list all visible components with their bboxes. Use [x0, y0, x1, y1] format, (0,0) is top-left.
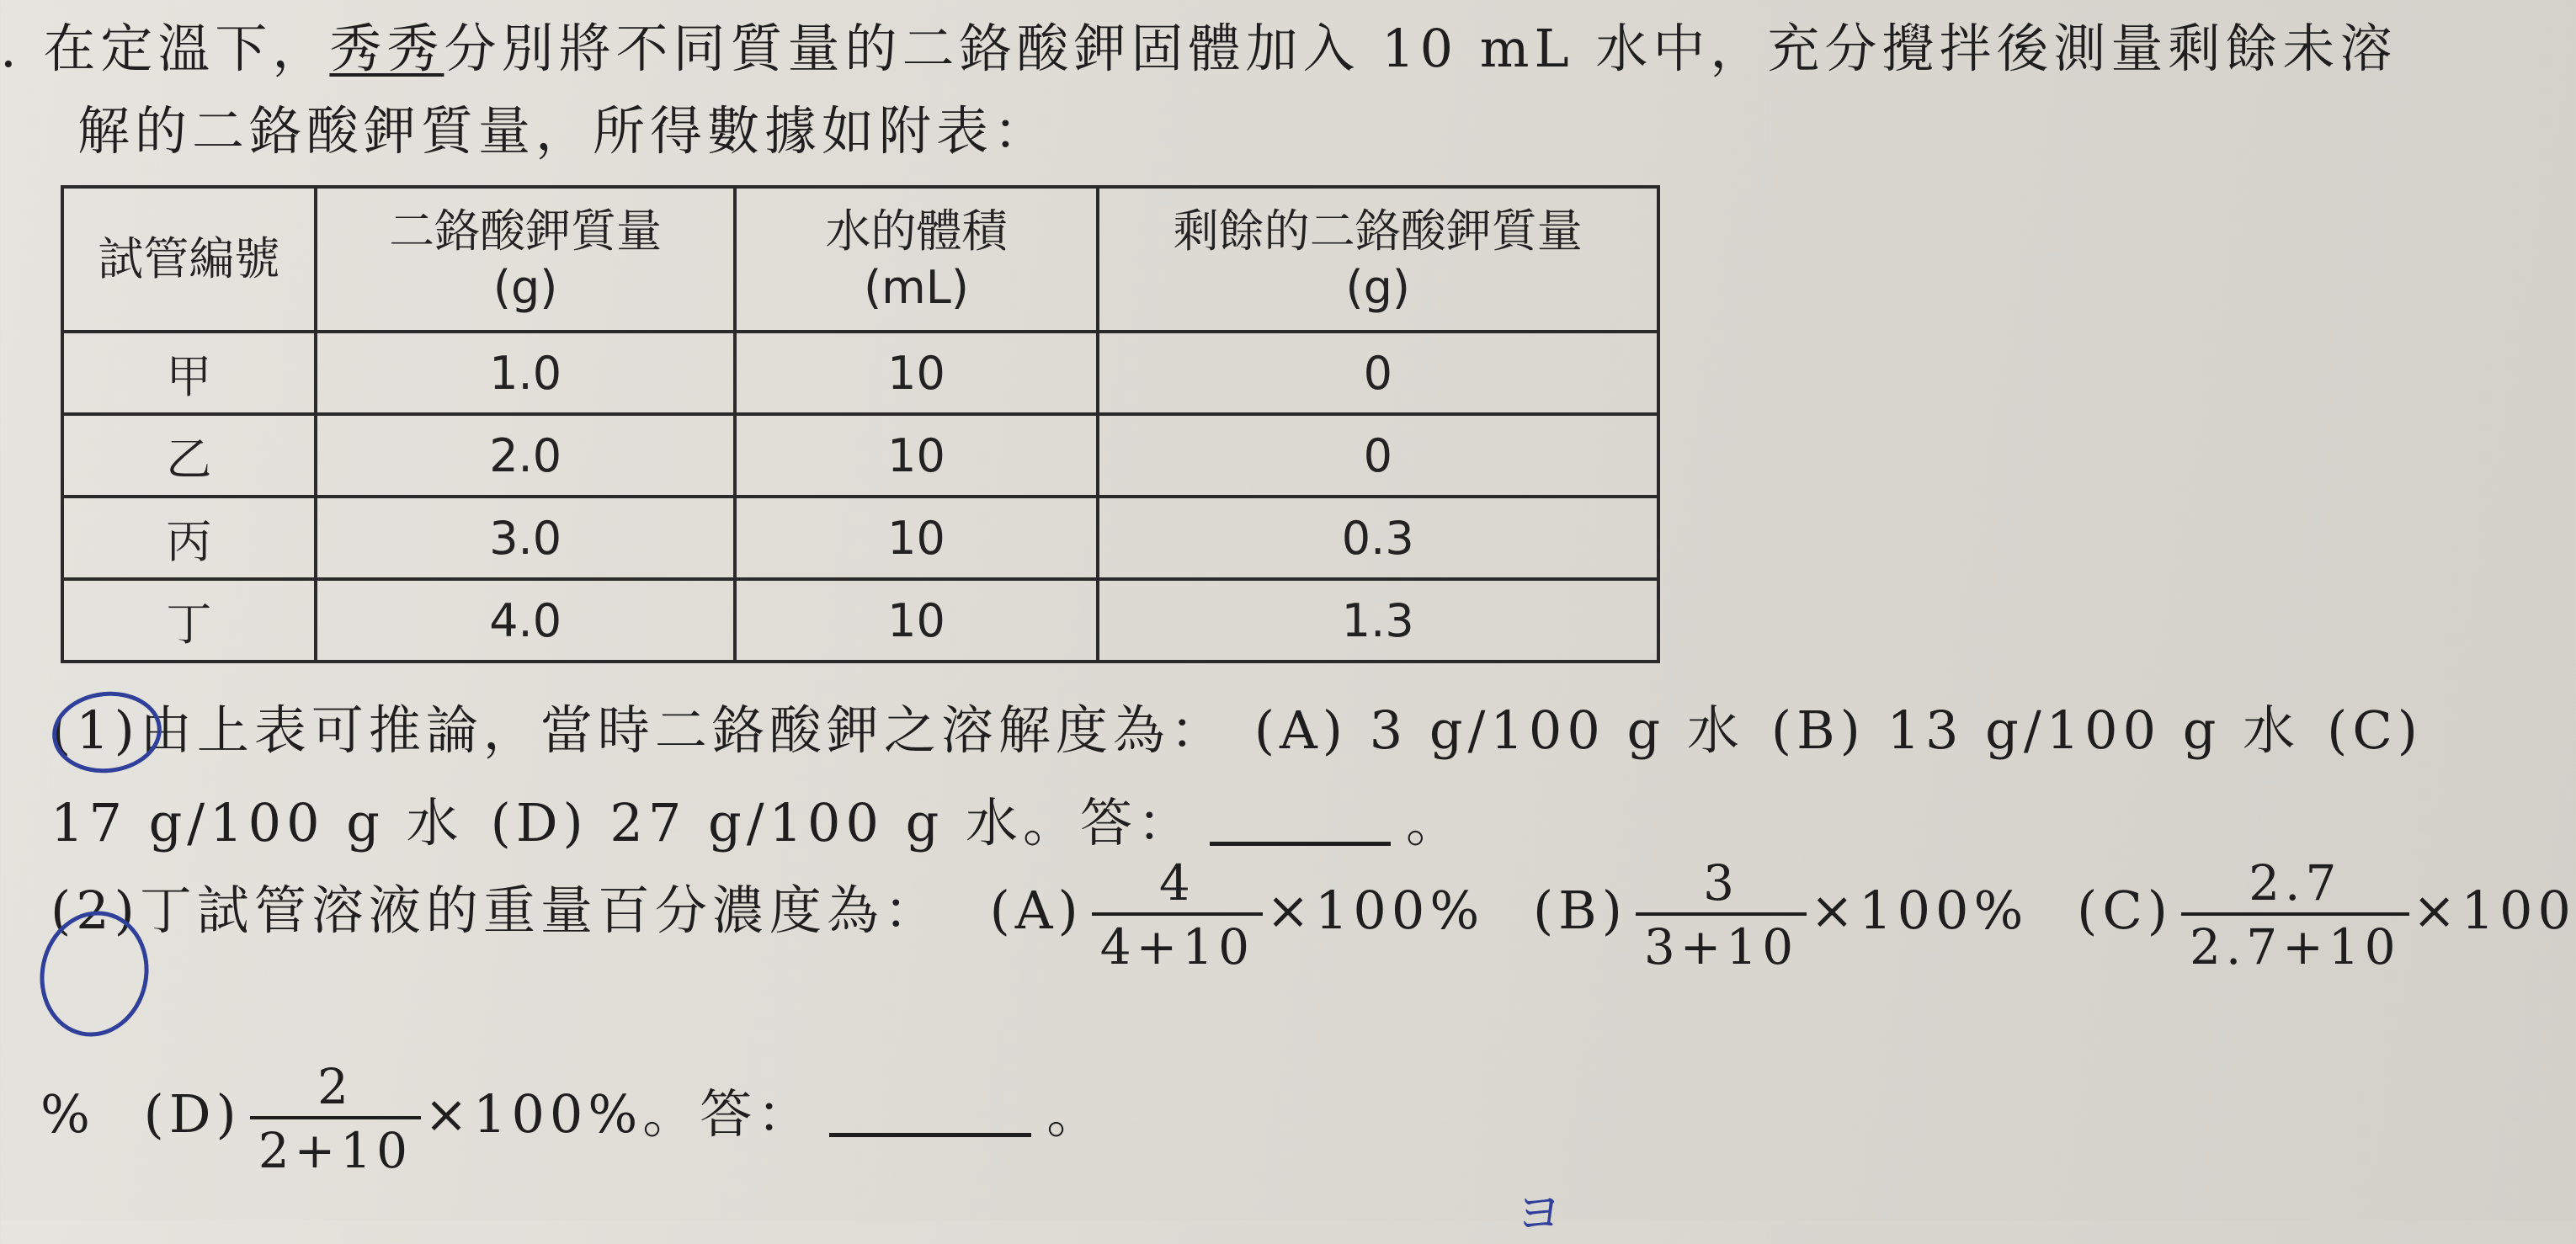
q1-number: (1) — [51, 699, 140, 761]
q1-option-c-label: (C) — [2327, 699, 2423, 761]
q1-end: 。 — [1406, 792, 1464, 853]
q2-answer-label: 。答： — [642, 1083, 815, 1146]
cell-remaining: 0 — [1098, 414, 1659, 497]
table-row — [62, 414, 1658, 497]
fraction-denominator: 2.7+10 — [2181, 912, 2409, 971]
cell-tube: 乙 — [62, 414, 316, 497]
q2-number: (2) — [51, 880, 140, 942]
fraction-numerator: 2 — [317, 1058, 354, 1115]
header-remaining: 剩餘的二鉻酸鉀質量 (g) — [1098, 187, 1659, 332]
cell-volume: 10 — [735, 579, 1097, 662]
cell-mass: 1.0 — [316, 332, 736, 414]
q2-option-a-fraction — [1092, 854, 1263, 976]
table-row — [62, 332, 1658, 414]
table-row — [62, 497, 1658, 579]
header-mass: 二鉻酸鉀質量 (g) — [316, 187, 736, 332]
q1-option-a: (A) 3 g/100 g 水 — [1253, 699, 1744, 761]
cell-remaining: 0 — [1098, 332, 1659, 414]
table-row — [62, 579, 1658, 662]
q1-stem: 由上表可推論，當時二鉻酸鉀之溶解度為： — [139, 699, 1227, 761]
intro-text-a: . 在定溫下， — [0, 18, 330, 79]
q2-option-d-tail: ×100% — [424, 1083, 643, 1146]
fraction-denominator: 3+10 — [1636, 912, 1807, 971]
q2-option-a-tail: ×100% — [1266, 880, 1485, 942]
cell-remaining: 0.3 — [1098, 497, 1659, 579]
table-header-row — [62, 187, 1658, 332]
intro-text-b: 分別將不同質量的二鉻酸鉀固體加入 10 mL 水中，充分攪拌後測量剩餘未溶 — [444, 18, 2398, 79]
q2-end: 。 — [1046, 1083, 1104, 1146]
cell-remaining: 1.3 — [1098, 579, 1659, 662]
q1-option-b: (B) 13 g/100 g 水 — [1770, 699, 2301, 761]
q2-option-b-tail: ×100% — [1810, 880, 2029, 942]
q2-option-c-fraction — [2181, 854, 2409, 976]
q1-line-2 — [51, 781, 1463, 856]
cell-tube: 甲 — [62, 332, 316, 414]
fraction-numerator: 2.7 — [2249, 854, 2342, 912]
q2-option-a-label: (A) — [989, 880, 1083, 942]
q1-option-c-text: 17 g/100 g 水 — [51, 792, 464, 853]
fraction-numerator: 4 — [1158, 854, 1195, 912]
q2-answer-blank[interactable] — [829, 1126, 1031, 1137]
q2-option-b-label: (B) — [1532, 880, 1627, 942]
fraction-denominator: 2+10 — [250, 1116, 421, 1175]
person-name: 秀秀 — [329, 18, 444, 79]
ink-mark-bottom: ヨ — [1515, 1187, 1562, 1241]
cell-tube: 丙 — [62, 497, 316, 579]
q2-option-c-tail: ×100 — [2412, 880, 2576, 942]
q2-option-d-label: (D) — [143, 1083, 242, 1146]
q2-line2-start: % — [40, 1083, 95, 1146]
q1-answer-blank[interactable] — [1210, 835, 1391, 846]
cell-mass: 4.0 — [316, 579, 736, 662]
cell-volume: 10 — [735, 332, 1097, 414]
intro-line-1 — [0, 7, 2397, 82]
cell-tube: 丁 — [62, 579, 316, 662]
fraction-numerator: 3 — [1703, 854, 1740, 912]
intro-line-2: 解的二鉻酸鉀質量，所得數據如附表： — [77, 100, 1051, 162]
header-volume: 水的體積 (mL) — [735, 187, 1097, 332]
cell-mass: 2.0 — [316, 414, 736, 497]
q2-line-1 — [51, 854, 2576, 976]
cell-mass: 3.0 — [316, 497, 736, 579]
header-tube-number: 試管編號 — [62, 187, 316, 332]
q2-stem: 丁試管溶液的重量百分濃度為： — [139, 880, 941, 942]
q1-option-d: (D) 27 g/100 g 水。答： — [490, 792, 1195, 853]
q2-option-b-fraction — [1636, 854, 1807, 976]
q2-option-d-fraction — [250, 1058, 421, 1179]
cell-volume: 10 — [735, 414, 1097, 497]
q1-line-1 — [51, 688, 2423, 763]
data-table — [61, 185, 1660, 663]
cell-volume: 10 — [735, 497, 1097, 579]
q2-line-2 — [40, 1058, 1104, 1179]
fraction-denominator: 4+10 — [1092, 912, 1263, 971]
q2-option-c-label: (C) — [2077, 880, 2173, 942]
